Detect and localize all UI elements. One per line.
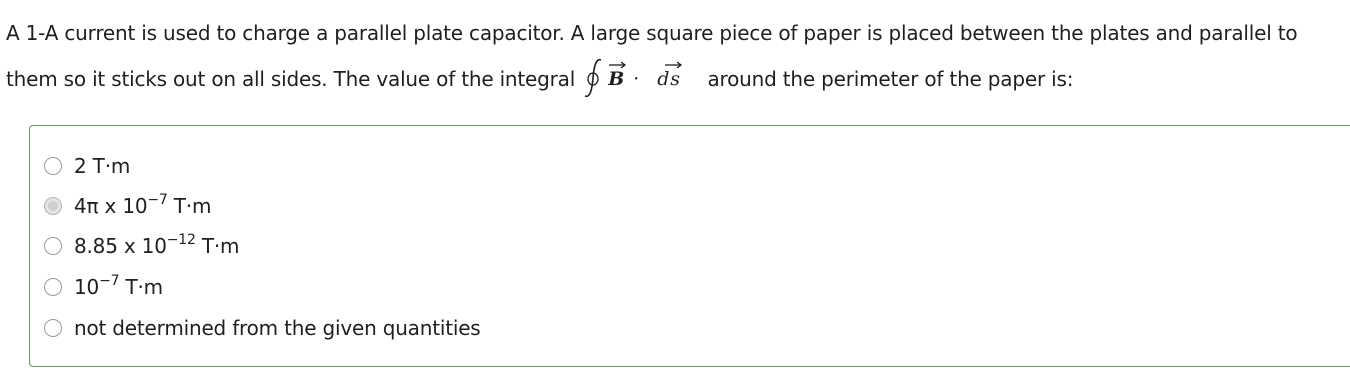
radio-button-option-4[interactable]: [44, 278, 62, 296]
contour-integral-icon: [581, 56, 701, 102]
question-line-2-start: them so it sticks out on all sides. The value of the integral: [6, 67, 576, 91]
option-3-mantissa: 8.85 x 10: [74, 234, 167, 258]
vector-s-symbol: s: [670, 68, 680, 90]
radio-button-option-2[interactable]: [44, 197, 62, 215]
radio-button-option-1[interactable]: [44, 157, 62, 175]
question-line-2-end: around the perimeter of the paper is:: [707, 67, 1074, 91]
option-3[interactable]: [44, 230, 239, 262]
option-2-unit: T·m: [167, 194, 212, 218]
line-integral-expression: [581, 56, 701, 102]
option-3-unit: T·m: [195, 234, 240, 258]
option-3-exponent: −12: [166, 232, 196, 248]
radio-button-option-5[interactable]: [44, 319, 62, 337]
question-line-1: A 1-A current is used to charge a parallel plate capacitor. A large square piece of paper is placed between the plates and parallel to: [6, 21, 1298, 45]
option-5-label: not determined from the given quantities: [74, 316, 481, 340]
option-4-unit: T·m: [119, 275, 163, 299]
radio-button-option-3[interactable]: [44, 237, 62, 255]
option-4-mantissa: 10: [74, 275, 100, 299]
dot-product-symbol: ·: [633, 68, 640, 90]
option-1-label: 2 T·m: [74, 154, 131, 178]
option-2-mantissa: 4π x 10: [74, 194, 148, 218]
question-text: [6, 10, 1350, 102]
option-4-exponent: −7: [99, 273, 120, 289]
option-4-label: [74, 275, 163, 299]
vector-b-symbol: B: [608, 68, 625, 90]
option-2[interactable]: [44, 190, 211, 222]
option-3-label: [74, 234, 239, 258]
question-line-2: [6, 56, 1350, 102]
option-2-exponent: −7: [147, 192, 168, 208]
differential-d-symbol: d: [657, 68, 670, 90]
option-4[interactable]: [44, 271, 163, 303]
option-2-label: [74, 194, 211, 218]
option-1[interactable]: [44, 150, 130, 182]
option-5[interactable]: [44, 312, 481, 344]
